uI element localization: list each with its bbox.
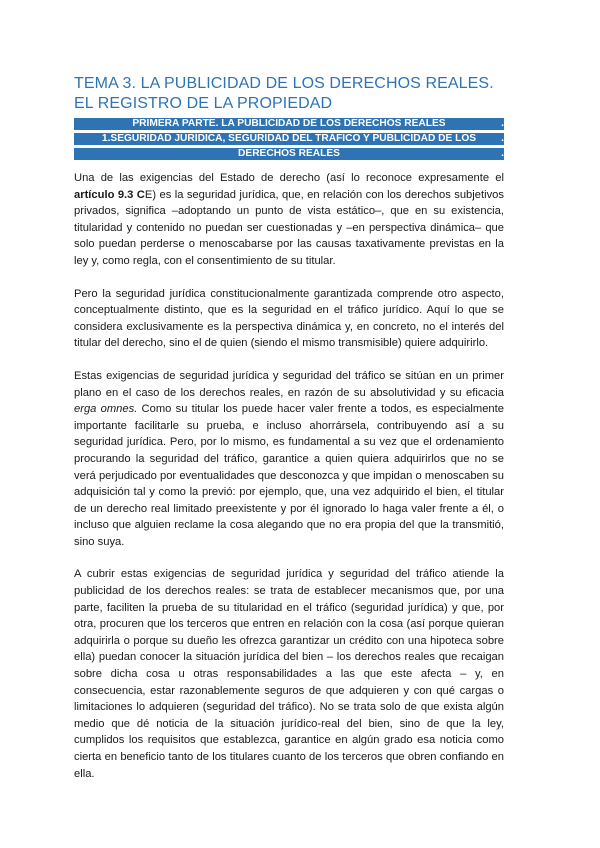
document-title: TEMA 3. LA PUBLICIDAD DE LOS DERECHOS REALES. EL REGISTRO DE LA PROPIEDAD (74, 75, 494, 112)
section-band-heading-line2-trail: . (501, 148, 504, 159)
paragraph-1-rest: E) es la seguridad jurídica, que, en relación con los derechos subjetivos privados, significa –adoptando un punto de vista estático–, que en su existencia, titularidad y contenido no puedan ser cuestionadas y –en perspectiva dinámica– que solo puedan perderse o menoscabarse por las causas taxativamente previstas en la ley y, como regla, con el consentimiento de su titular. (74, 188, 504, 267)
paragraph-1-intro: Una de las exigencias del Estado de derecho (así lo reconoce expresamente el (74, 172, 504, 184)
paragraph-1 (74, 170, 504, 270)
section-heading-bands (74, 118, 504, 160)
paragraph-4: A cubrir estas exigencias de seguridad jurídica y seguridad del tráfico atiende la publicidad de los derechos reales: se trata de establecer mecanismos que, por una parte, faciliten la prueba de su titularidad en el tráfico (seguridad jurídica) y que, por otra, procuren que los terceros que entren en relación con la cosa (así porque quieran adquirirla o porque su dueño les ofrezca garantizar un crédito con una hipoteca sobre ella) puedan conocer la situación jurídica del bien – los derechos reales que recaigan sobre dicha cosa u otras responsabilidades a las que este afecta – y, en consecuencia, estar razonablemente seguros de que adquieren y con qué cargas o limitaciones lo adquieren (seguridad del tráfico). No se trata solo de que exista algún medio que dé noticia de la situación jurídico-real del bien, sino de que la ley, cumplidos los requisitos que establezca, garantice en algún grado esa noticia como cierta en beneficio tanto de los titulares cuanto de los terceros que obren confiando en ella. (74, 568, 504, 780)
section-band-part (74, 118, 504, 130)
paragraph-3 (74, 368, 504, 551)
section-band-heading-line1-label: 1.SEGURIDAD JURÍDICA, SEGURIDAD DEL TRÁFICO Y PUBLICIDAD DE LOS (101, 133, 477, 144)
section-band-heading-line1-trail: . (501, 133, 504, 144)
section-band-heading-line2 (74, 148, 504, 160)
section-band-part-trail: . (501, 118, 504, 129)
section-band-part-label: PRIMERA PARTE. LA PUBLICIDAD DE LOS DERECHOS REALES (132, 118, 446, 129)
document-page (74, 74, 504, 798)
paragraph-3-intro: Estas exigencias de seguridad jurídica y seguridad del tráfico se sitúan en un primer plano en el caso de los derechos reales, en razón de su absolutividad y su eficacia (74, 369, 504, 399)
paragraph-3-rest: Como su titular los puede hacer valer frente a todos, es especialmente importante facilitarle su prueba, e incluso ahorrársela, contribuyendo así a su seguridad jurídica. Pero, por lo mismo, es fundamental a su vez que el ordenamiento procurando la seguridad del tráfico, garantice a quien quiera adquirirlos que no se verá perjudicado por eventualidades que desconozca y que impidan o menoscaben su adquisición tal y como la previó: por ejemplo, que, una vez adquirido el bien, el titular de un derecho real limitado preexistente y por él ignorado lo haga valer frente a él, o incluso que alguien reclame la cosa alegando que no era propia del que la transmitió, sino suya. (74, 403, 504, 548)
paragraph-1-article-ref: artículo 9.3 C (74, 188, 145, 201)
section-band-heading-line1 (74, 133, 504, 145)
paragraph-2: Pero la seguridad jurídica constitucionalmente garantizada comprende otro aspecto, conceptualmente distinto, que es la seguridad en el tráfico jurídico. Aquí lo que se considera exclusivamente es la perspectiva dinámica y, en concreto, no el interés del titular del derecho, sino el de quien (siendo el mismo transmisible) quiere adquirirlo. (74, 287, 504, 350)
section-band-heading-line2-label: DERECHOS REALES (238, 148, 340, 159)
paragraph-3-latin-term: erga omnes. (74, 403, 138, 416)
